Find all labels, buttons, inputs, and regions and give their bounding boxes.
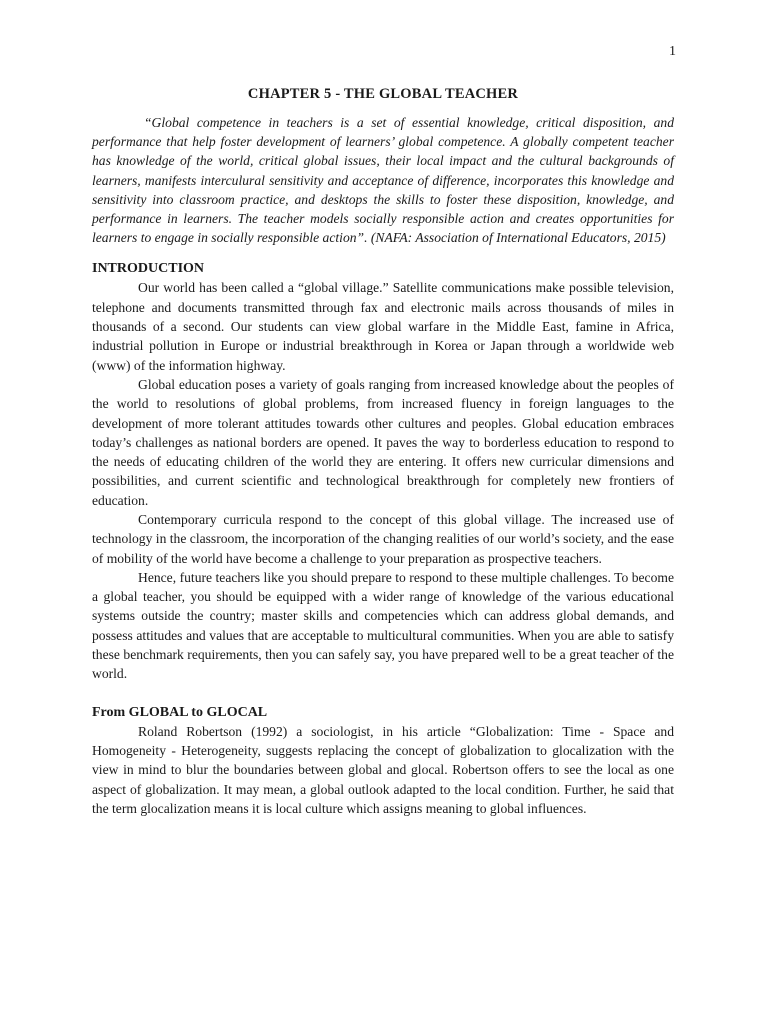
glocal-paragraph-1: Roland Robertson (1992) a sociologist, in his article “Globalization: Time - Space and Homogeneity - Heterogeneity, suggests replacing the concept of globalization to glocalization with the view in mind to blur the boundaries between global and glocal. Robertson offers to see the local as one aspect of globalization. It may mean, a global outlook adapted to the local condition. Further, he said that the term glocalization means it is local culture which assigns meaning to global influences.	[92, 723, 674, 816]
chapter-title: CHAPTER 5 - THE GLOBAL TEACHER	[247, 86, 519, 102]
epigraph-quote: “Global competence in teachers is a set of essential knowledge, critical disposition, and performance that help foster development of learners’ global competence. A globally competent teacher has knowledge of the world, critical global issues, their local impact and the cultural backgrounds of learners, manifests interculural sensitivity and acceptance of difference, incorporates this knowledge and sensitivity into classroom practice, and desktops the skills to foster these disposition, knowledge, and performance in learners. The teacher models socially responsible action and creates opportunities for learners to engage in socially responsible action”. (NAFA: Association of International Educators, 2015)	[92, 115, 674, 246]
introduction-heading: INTRODUCTION	[92, 261, 205, 277]
glocal-heading: From GLOBAL to GLOCAL	[92, 704, 268, 720]
introduction-paragraph-2: Global education poses a variety of goals ranging from increased knowledge about the peoples of the world to resolutions of global problems, from increased fluency in foreign languages to the development of more tolerant attitudes towards other cultures and peoples. Global education embraces today’s challenges as national borders are opened. It paves the way to borderless education to respond to the needs of educating children of the world they are entering. It offers new curricular dimensions and possibilities, and current scientific and technological breakthrough for completely new frontiers of education.	[92, 376, 674, 508]
introduction-paragraph-4: Hence, future teachers like you should prepare to respond to these multiple challenges. To become a global teacher, you should be equipped with a wider range of knowledge of the various educational systems outside the country; master skills and competencies which can address global demands, and possess attitudes and values that are acceptable to multicultural communities. When you are able to satisfy these benchmark requirements, then you can safely say, you have prepared well to be a great teacher of the world.	[92, 569, 674, 682]
introduction-paragraph-1: Our world has been called a “global village.” Satellite communications make possible television, telephone and documents transmitted through fax and electronic mails across thousands of miles in thousands of a second. Our students can view global warfare in the Middle East, famine in Africa, industrial pollution in Europe or industrial breakthrough in Korea or Japan through a worldwide web (www) of the information highway.	[92, 280, 674, 373]
introduction-paragraph-3: Contemporary curricula respond to the concept of this global village. The increased use of technology in the classroom, the incorporation of the changing realities of our world’s society, and the ease of mobility of the world have become a challenge to your preparation as prospective teachers.	[92, 511, 674, 566]
page-content	[92, 86, 674, 818]
page-number: 1	[669, 44, 676, 59]
section-spacer	[92, 684, 674, 703]
